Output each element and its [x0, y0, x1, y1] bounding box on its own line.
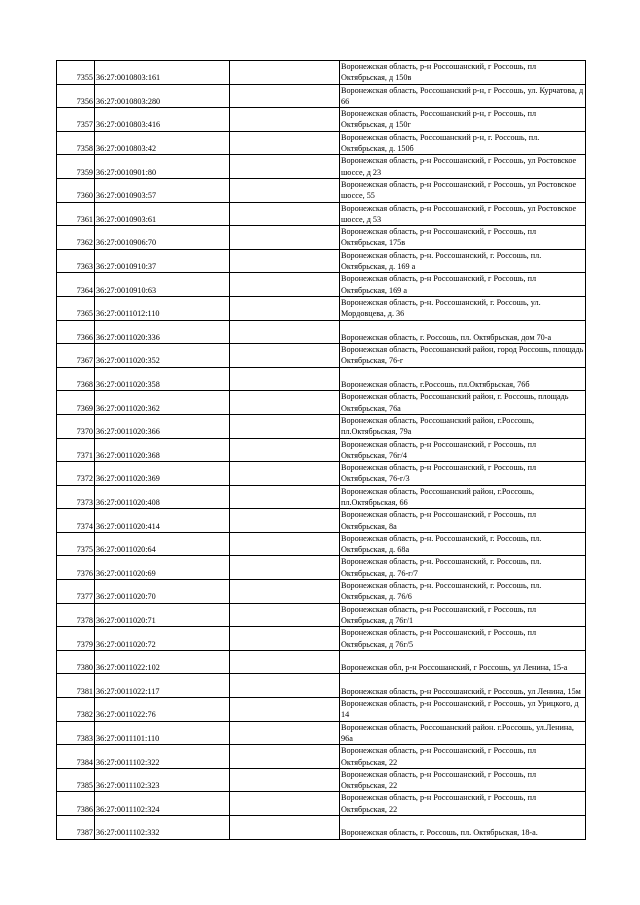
- cadastral-number-cell: 36:27:0011102:323: [95, 768, 230, 792]
- table-row: [57, 320, 586, 344]
- empty-cell: [230, 745, 340, 769]
- row-number-cell: 7380: [57, 650, 95, 674]
- row-number-cell: 7357: [57, 108, 95, 132]
- table-row: [57, 485, 586, 509]
- cadastral-number-cell: 36:27:0010903:61: [95, 202, 230, 226]
- address-cell: Воронежская область, р-н Россошанский, г Россошь, пл Октябрьская, д 76г/5: [340, 627, 586, 651]
- registry-table: [56, 60, 586, 840]
- address-cell: Воронежская область, р-н. Россошанский, г. Россошь, пл. Октябрьская, д. 68а: [340, 532, 586, 556]
- row-number-cell: 7377: [57, 580, 95, 604]
- address-cell: Воронежская область, Россошанский р-н, г Россошь, пл Октябрьская, д 150г: [340, 108, 586, 132]
- address-cell: Воронежская область, р-н Россошанский, г Россошь, пл Октябрьская, 175в: [340, 226, 586, 250]
- row-number-cell: 7360: [57, 178, 95, 202]
- table-row: [57, 509, 586, 533]
- table-row: [57, 698, 586, 722]
- empty-cell: [230, 155, 340, 179]
- address-cell: Воронежская область, Россошанский район, г.Россошь, пл.Октябрьская, 66: [340, 485, 586, 509]
- row-number-cell: 7381: [57, 674, 95, 698]
- row-number-cell: 7362: [57, 226, 95, 250]
- row-number-cell: 7379: [57, 627, 95, 651]
- table-row: [57, 226, 586, 250]
- table-row: [57, 391, 586, 415]
- row-number-cell: 7355: [57, 61, 95, 85]
- table-row: [57, 462, 586, 486]
- empty-cell: [230, 532, 340, 556]
- row-number-cell: 7376: [57, 556, 95, 580]
- address-cell: Воронежская область, р-н Россошанский, г Россошь, пл Октябрьская, 76г/4: [340, 438, 586, 462]
- empty-cell: [230, 603, 340, 627]
- empty-cell: [230, 580, 340, 604]
- address-cell: Воронежская область, г.Россошь, пл.Октябрьская, 76б: [340, 367, 586, 391]
- cadastral-number-cell: 36:27:0010803:280: [95, 84, 230, 108]
- address-cell: Воронежская область, р-н Россошанский, г Россошь, пл Октябрьская, 22: [340, 768, 586, 792]
- row-number-cell: 7358: [57, 131, 95, 155]
- cadastral-number-cell: 36:27:0011020:369: [95, 462, 230, 486]
- table-row: [57, 61, 586, 85]
- cadastral-number-cell: 36:27:0011020:362: [95, 391, 230, 415]
- empty-cell: [230, 108, 340, 132]
- cadastral-number-cell: 36:27:0011020:69: [95, 556, 230, 580]
- address-cell: Воронежская область, Россошанский район, г. Россошь, площадь Октябрьская, 76а: [340, 391, 586, 415]
- empty-cell: [230, 344, 340, 368]
- row-number-cell: 7364: [57, 273, 95, 297]
- empty-cell: [230, 414, 340, 438]
- address-cell: Воронежская область, г. Россошь, пл. Октябрьская, дом 70-а: [340, 320, 586, 344]
- row-number-cell: 7368: [57, 367, 95, 391]
- address-cell: Воронежская область, р-н Россошанский, г Россошь, пл Октябрьская, 76-г/3: [340, 462, 586, 486]
- empty-cell: [230, 485, 340, 509]
- empty-cell: [230, 202, 340, 226]
- table-row: [57, 745, 586, 769]
- empty-cell: [230, 178, 340, 202]
- table-row: [57, 580, 586, 604]
- cadastral-number-cell: 36:27:0011022:76: [95, 698, 230, 722]
- address-cell: Воронежская область, Россошанский район. г.Россошь, ул.Ленина, 96а: [340, 721, 586, 745]
- empty-cell: [230, 391, 340, 415]
- empty-cell: [230, 721, 340, 745]
- table-row: [57, 108, 586, 132]
- table-row: [57, 84, 586, 108]
- table-row: [57, 438, 586, 462]
- table-row: [57, 296, 586, 320]
- address-cell: Воронежская область, Россошанский р-н, г Россошь, ул. Курчатова, д 66: [340, 84, 586, 108]
- table-row: [57, 202, 586, 226]
- table-row: [57, 603, 586, 627]
- registry-body: [57, 61, 586, 840]
- row-number-cell: 7374: [57, 509, 95, 533]
- cadastral-number-cell: 36:27:0011020:70: [95, 580, 230, 604]
- address-cell: Воронежская область, р-н Россошанский, г Россошь, ул Ленина, 15м: [340, 674, 586, 698]
- cadastral-number-cell: 36:27:0010903:57: [95, 178, 230, 202]
- table-row: [57, 816, 586, 840]
- row-number-cell: 7378: [57, 603, 95, 627]
- empty-cell: [230, 768, 340, 792]
- table-row: [57, 414, 586, 438]
- cadastral-number-cell: 36:27:0010906:70: [95, 226, 230, 250]
- table-row: [57, 674, 586, 698]
- table-row: [57, 721, 586, 745]
- empty-cell: [230, 131, 340, 155]
- cadastral-number-cell: 36:27:0011020:352: [95, 344, 230, 368]
- cadastral-number-cell: 36:27:0011020:71: [95, 603, 230, 627]
- empty-cell: [230, 627, 340, 651]
- address-cell: Воронежская область, р-н. Россошанский, г. Россошь, ул. Мордовцева, д. 36: [340, 296, 586, 320]
- cadastral-number-cell: 36:27:0010803:161: [95, 61, 230, 85]
- row-number-cell: 7369: [57, 391, 95, 415]
- empty-cell: [230, 698, 340, 722]
- table-row: [57, 273, 586, 297]
- cadastral-number-cell: 36:27:0011020:336: [95, 320, 230, 344]
- address-cell: Воронежская область, Россошанский район, город Россошь, площадь Октябрьская, 76-г: [340, 344, 586, 368]
- table-row: [57, 532, 586, 556]
- cadastral-number-cell: 36:27:0011022:102: [95, 650, 230, 674]
- address-cell: Воронежская область, р-н Россошанский, г Россошь, пл Октябрьская, д 150в: [340, 61, 586, 85]
- row-number-cell: 7366: [57, 320, 95, 344]
- table-row: [57, 650, 586, 674]
- address-cell: Воронежская область, р-н. Россошанский, г. Россошь, пл. Октябрьская, д. 76/6: [340, 580, 586, 604]
- cadastral-number-cell: 36:27:0011102:332: [95, 816, 230, 840]
- cadastral-number-cell: 36:27:0011022:117: [95, 674, 230, 698]
- row-number-cell: 7372: [57, 462, 95, 486]
- row-number-cell: 7363: [57, 249, 95, 273]
- cadastral-number-cell: 36:27:0011020:414: [95, 509, 230, 533]
- empty-cell: [230, 320, 340, 344]
- cadastral-number-cell: 36:27:0010803:42: [95, 131, 230, 155]
- table-row: [57, 367, 586, 391]
- address-cell: Воронежская область, р-н Россошанский, г Россошь, пл Октябрьская, 22: [340, 745, 586, 769]
- address-cell: Воронежская обл, р-н Россошанский, г Россошь, ул Ленина, 15-а: [340, 650, 586, 674]
- empty-cell: [230, 61, 340, 85]
- cadastral-number-cell: 36:27:0011020:408: [95, 485, 230, 509]
- empty-cell: [230, 296, 340, 320]
- empty-cell: [230, 462, 340, 486]
- address-cell: Воронежская область, Россошанский район, г.Россошь, пл.Октябрьская, 79а: [340, 414, 586, 438]
- cadastral-number-cell: 36:27:0011101:110: [95, 721, 230, 745]
- row-number-cell: 7375: [57, 532, 95, 556]
- address-cell: Воронежская область, р-н Россошанский, г Россошь, ул Ростовское шоссе, д 53: [340, 202, 586, 226]
- empty-cell: [230, 249, 340, 273]
- address-cell: Воронежская область, р-н Россошанский, г Россошь, пл Октябрьская, д 76г/1: [340, 603, 586, 627]
- table-row: [57, 792, 586, 816]
- address-cell: Воронежская область, р-н. Россошанский, г. Россошь, пл. Октябрьская, д. 76-г/7: [340, 556, 586, 580]
- empty-cell: [230, 367, 340, 391]
- empty-cell: [230, 674, 340, 698]
- row-number-cell: 7387: [57, 816, 95, 840]
- empty-cell: [230, 816, 340, 840]
- row-number-cell: 7356: [57, 84, 95, 108]
- cadastral-number-cell: 36:27:0010910:63: [95, 273, 230, 297]
- empty-cell: [230, 509, 340, 533]
- address-cell: Воронежская область, р-н Россошанский, г Россошь, ул Урицкого, д 14: [340, 698, 586, 722]
- cadastral-number-cell: 36:27:0011102:324: [95, 792, 230, 816]
- address-cell: Воронежская область, р-н. Россошанский, г. Россошь, пл. Октябрьская, д. 169 а: [340, 249, 586, 273]
- row-number-cell: 7373: [57, 485, 95, 509]
- cadastral-number-cell: 36:27:0011020:72: [95, 627, 230, 651]
- address-cell: Воронежская область, р-н Россошанский, г Россошь, ул Ростовское шоссе, 55: [340, 178, 586, 202]
- row-number-cell: 7365: [57, 296, 95, 320]
- cadastral-number-cell: 36:27:0011020:358: [95, 367, 230, 391]
- cadastral-number-cell: 36:27:0010803:416: [95, 108, 230, 132]
- address-cell: Воронежская область, р-н Россошанский, г Россошь, пл Октябрьская, 8а: [340, 509, 586, 533]
- empty-cell: [230, 438, 340, 462]
- cadastral-number-cell: 36:27:0010901:80: [95, 155, 230, 179]
- table-row: [57, 627, 586, 651]
- cadastral-number-cell: 36:27:0011012:110: [95, 296, 230, 320]
- address-cell: Воронежская область, р-н Россошанский, г Россошь, пл Октябрьская, 169 а: [340, 273, 586, 297]
- row-number-cell: 7361: [57, 202, 95, 226]
- row-number-cell: 7384: [57, 745, 95, 769]
- cadastral-number-cell: 36:27:0011020:366: [95, 414, 230, 438]
- cadastral-number-cell: 36:27:0011020:368: [95, 438, 230, 462]
- row-number-cell: 7382: [57, 698, 95, 722]
- empty-cell: [230, 84, 340, 108]
- address-cell: Воронежская область, г. Россошь, пл. Октябрьская, 18-а.: [340, 816, 586, 840]
- row-number-cell: 7386: [57, 792, 95, 816]
- cadastral-number-cell: 36:27:0010910:37: [95, 249, 230, 273]
- empty-cell: [230, 273, 340, 297]
- row-number-cell: 7371: [57, 438, 95, 462]
- empty-cell: [230, 792, 340, 816]
- address-cell: Воронежская область, р-н Россошанский, г Россошь, ул Ростовское шоссе, д 23: [340, 155, 586, 179]
- address-cell: Воронежская область, р-н Россошанский, г Россошь, пл Октябрьская, 22: [340, 792, 586, 816]
- table-row: [57, 556, 586, 580]
- table-row: [57, 249, 586, 273]
- row-number-cell: 7383: [57, 721, 95, 745]
- table-row: [57, 155, 586, 179]
- empty-cell: [230, 650, 340, 674]
- table-row: [57, 131, 586, 155]
- address-cell: Воронежская область, Россошанский р-н, г. Россошь, пл. Октябрьская, д. 150б: [340, 131, 586, 155]
- cadastral-number-cell: 36:27:0011020:64: [95, 532, 230, 556]
- empty-cell: [230, 556, 340, 580]
- table-row: [57, 178, 586, 202]
- row-number-cell: 7370: [57, 414, 95, 438]
- table-row: [57, 768, 586, 792]
- row-number-cell: 7359: [57, 155, 95, 179]
- row-number-cell: 7367: [57, 344, 95, 368]
- cadastral-number-cell: 36:27:0011102:322: [95, 745, 230, 769]
- empty-cell: [230, 226, 340, 250]
- table-row: [57, 344, 586, 368]
- row-number-cell: 7385: [57, 768, 95, 792]
